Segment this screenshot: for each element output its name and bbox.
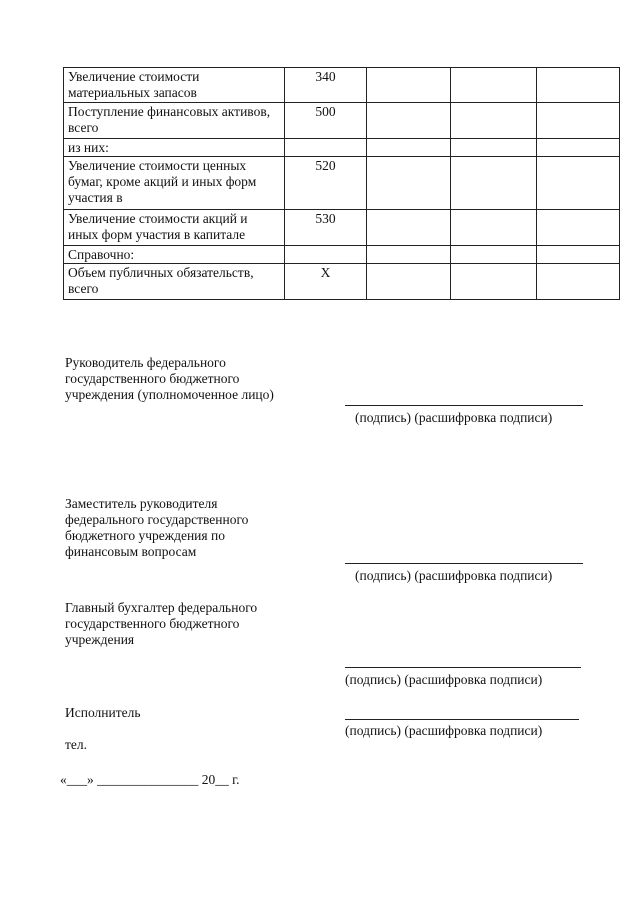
value-cell <box>367 157 451 210</box>
accountant-signatory-title: Главный бухгалтер федерального государственного бюджетного учреждения <box>65 600 258 647</box>
value-cell <box>451 210 537 246</box>
value-cell <box>451 103 537 139</box>
value-cell <box>537 68 620 103</box>
table-row <box>64 157 620 210</box>
row-code: 520 <box>285 157 367 210</box>
value-cell <box>367 103 451 139</box>
row-name: из них: <box>64 139 285 157</box>
head-signatory-title: Руководитель федерального государственного бюджетного учреждения (уполномоченное лицо) <box>65 355 274 402</box>
deputy-signature-caption: (подпись) (расшифровка подписи) <box>355 568 553 583</box>
table-row <box>64 103 620 139</box>
value-cell <box>367 139 451 157</box>
head-signature-caption: (подпись) (расшифровка подписи) <box>355 410 553 425</box>
value-cell <box>537 246 620 264</box>
row-code: 500 <box>285 103 367 139</box>
value-cell <box>537 139 620 157</box>
accountant-signature-caption: (подпись) (расшифровка подписи) <box>345 672 543 687</box>
deputy-signatory-title: Заместитель руководителя федерального государственного бюджетного учреждения по финансовым вопросам <box>65 496 249 559</box>
table-row <box>64 264 620 300</box>
row-code <box>285 246 367 264</box>
value-cell <box>367 210 451 246</box>
phone-label: тел. <box>65 737 88 752</box>
row-name: Увеличение стоимости материальных запасов <box>64 68 285 103</box>
value-cell <box>537 264 620 300</box>
table-row <box>64 210 620 246</box>
date-line: «___» _______________ 20__ г. <box>60 772 240 787</box>
value-cell <box>451 264 537 300</box>
executor-signature-caption: (подпись) (расшифровка подписи) <box>345 723 543 738</box>
row-name: Объем публичных обязательств, всего <box>64 264 285 300</box>
row-name: Справочно: <box>64 246 285 264</box>
row-name: Поступление финансовых активов, всего <box>64 103 285 139</box>
financial-table <box>63 67 620 300</box>
value-cell <box>367 264 451 300</box>
value-cell <box>537 157 620 210</box>
table-row <box>64 68 620 103</box>
value-cell <box>537 210 620 246</box>
value-cell <box>451 157 537 210</box>
deputy-signature-line[interactable] <box>345 563 583 564</box>
row-code: X <box>285 264 367 300</box>
value-cell <box>451 139 537 157</box>
value-cell <box>451 68 537 103</box>
table-row <box>64 139 620 157</box>
row-code <box>285 139 367 157</box>
value-cell <box>537 103 620 139</box>
value-cell <box>451 246 537 264</box>
row-name: Увеличение стоимости ценных бумаг, кроме акций и иных форм участия в <box>64 157 285 210</box>
row-code: 340 <box>285 68 367 103</box>
executor-signature-line[interactable] <box>345 719 579 720</box>
value-cell <box>367 246 451 264</box>
table-row <box>64 246 620 264</box>
row-code: 530 <box>285 210 367 246</box>
accountant-signature-line[interactable] <box>345 667 581 668</box>
head-signature-line[interactable] <box>345 405 583 406</box>
value-cell <box>367 68 451 103</box>
executor-title: Исполнитель <box>65 705 141 720</box>
row-name: Увеличение стоимости акций и иных форм участия в капитале <box>64 210 285 246</box>
